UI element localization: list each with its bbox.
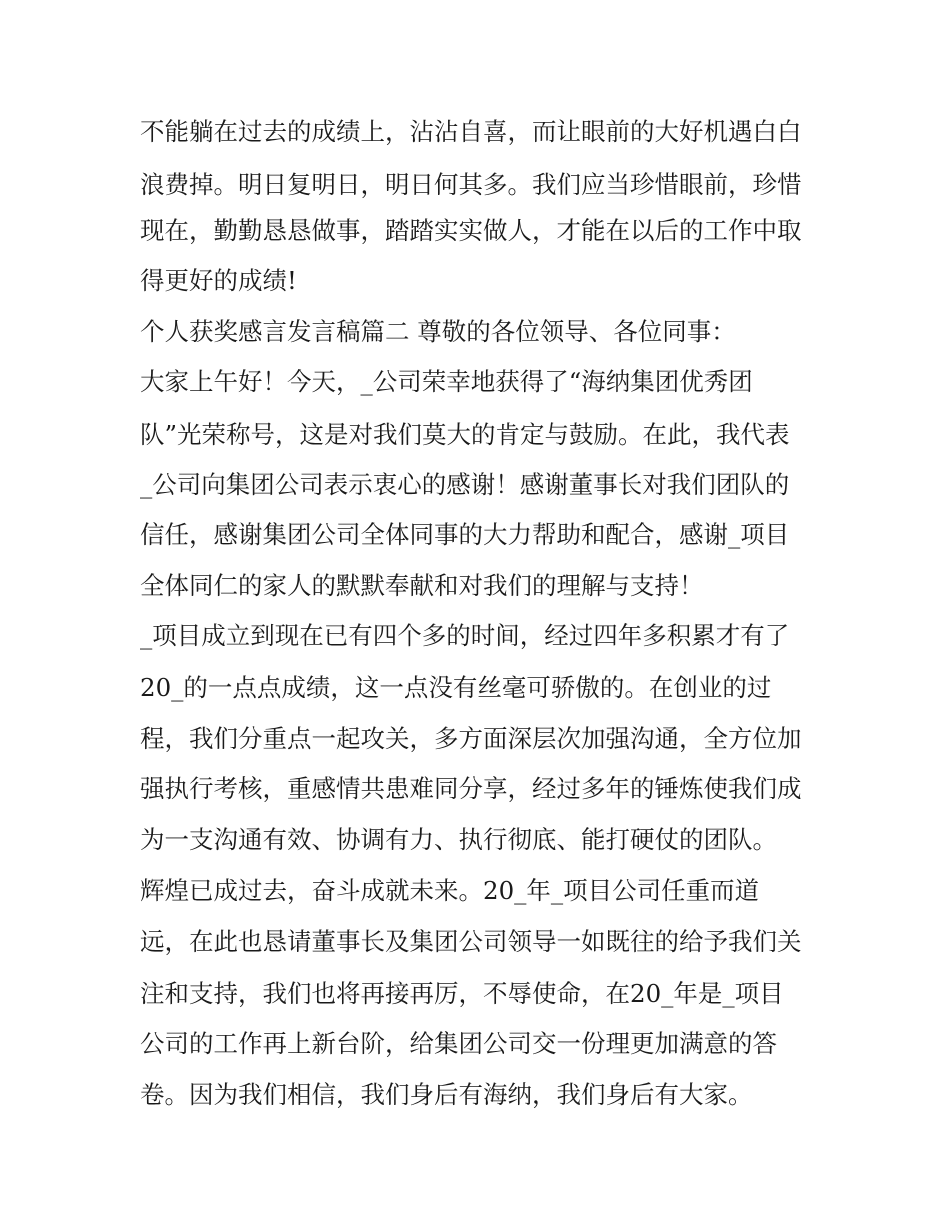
text-line: 得更好的成绩! [140,266,297,295]
section-heading: 个人获奖感言发言稿篇二 尊敬的各位领导、各位同事： [140,317,736,346]
text-line: 注和支持，我们也将再接再厉，不辱使命，在20_年是_项目 [140,979,784,1008]
text-line: 浪费掉。明日复明日，明日何其多。我们应当珍惜眼前，珍惜 [140,170,802,199]
text-line: 远，在此也恳请董事长及集团公司领导一如既往的给予我们关 [140,927,802,956]
text-line: _公司向集团公司表示衷心的感谢！感谢董事长对我们团队的 [140,470,790,499]
text-line: _项目成立到现在已有四个多的时间，经过四年多积累才有了 [140,621,790,650]
text-line: 公司的工作再上新台阶，给集团公司交一份理更加满意的答 [140,1029,777,1058]
text-line: 为一支沟通有效、协调有力、执行彻底、能打硬仗的团队。 [140,825,777,854]
text-line: 20_的一点点成绩，这一点没有丝毫可骄傲的。在创业的过 [140,673,772,702]
text-line: 现在，勤勤恳恳做事，踏踏实实做人，才能在以后的工作中取 [140,216,802,245]
text-line: 强执行考核，重感情共患难同分享，经过多年的锤炼使我们成 [140,774,802,803]
text-line: 辉煌已成过去，奋斗成就未来。20_年_项目公司任重而道 [140,876,760,905]
text-line: 大家上午好！今天，_公司荣幸地获得了“海纳集团优秀团 [140,367,753,396]
text-line: 队”光荣称号，这是对我们莫大的肯定与鼓励。在此，我代表 [140,420,790,449]
text-line: 信任，感谢集团公司全体同事的大力帮助和配合，感谢_项目 [140,520,790,549]
text-line: 卷。因为我们相信，我们身后有海纳，我们身后有大家。 [140,1080,753,1109]
text-line: 全体同仁的家人的默默奉献和对我们的理解与支持！ [140,571,704,600]
text-line: 不能躺在过去的成绩上，沾沾自喜，而让眼前的大好机遇白白 [140,117,802,146]
text-line: 程，我们分重点一起攻关，多方面深层次加强沟通，全方位加 [140,724,802,753]
